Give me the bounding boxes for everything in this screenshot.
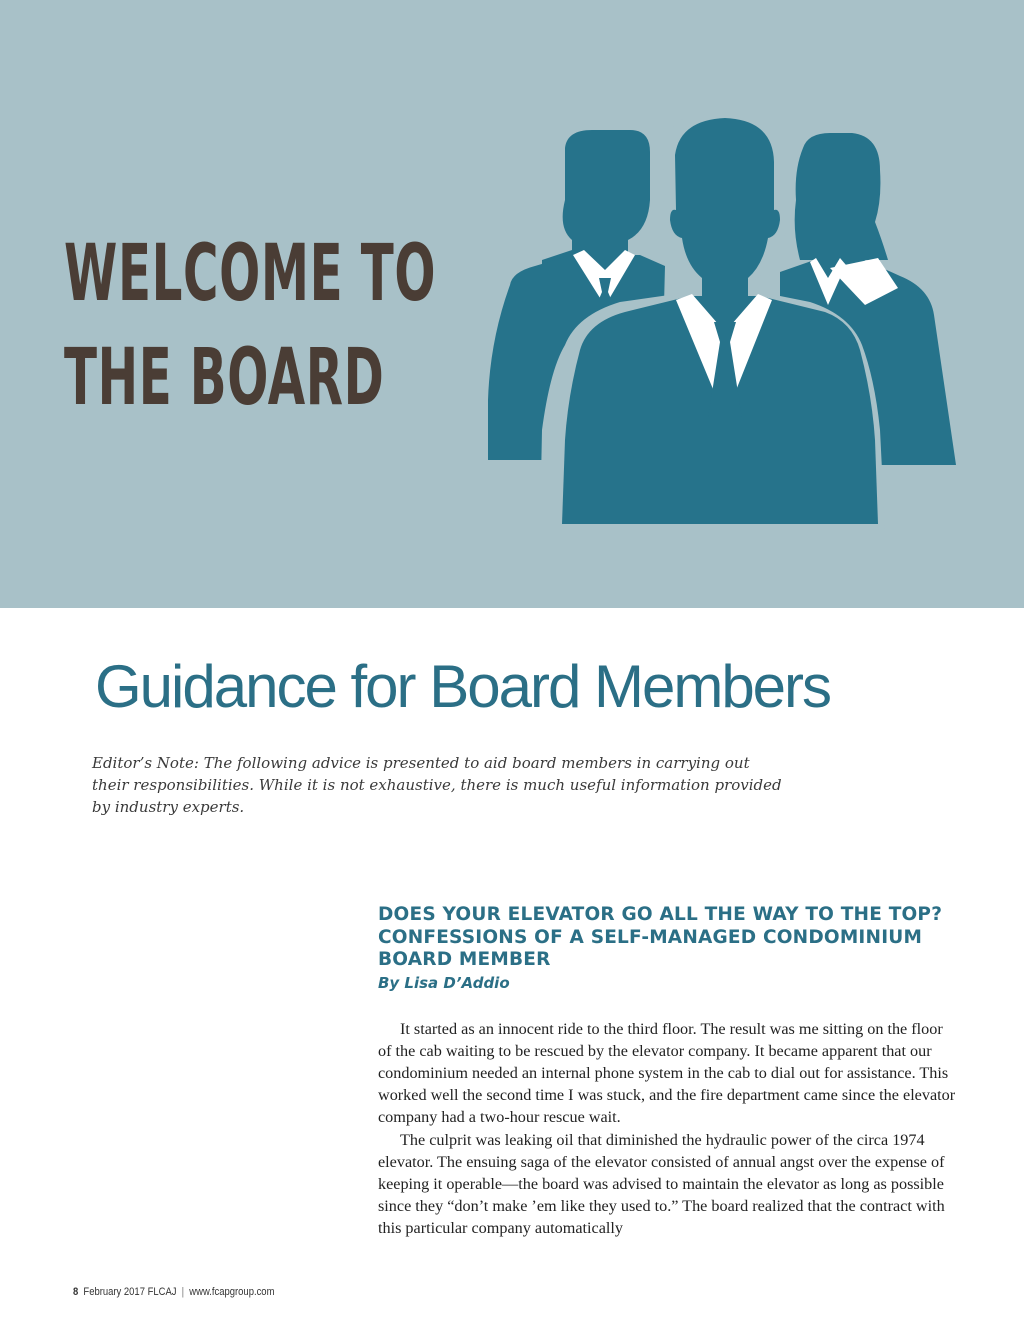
- hero-banner: [0, 0, 1024, 608]
- footer-website: www.fcapgroup.com: [189, 1286, 275, 1298]
- article-body: [378, 1018, 958, 1240]
- article-title-line-2: CONFESSIONS OF A SELF-MANAGED CONDOMINIUM: [378, 926, 923, 948]
- hero-title-line-2: THE BOARD: [64, 333, 385, 423]
- hero-title-line-1: WELCOME TO: [64, 229, 437, 319]
- page-number: 8: [73, 1286, 79, 1298]
- footer-separator: |: [181, 1286, 185, 1298]
- article: [378, 904, 958, 1240]
- article-paragraph-2: The culprit was leaking oil that diminished the hydraulic power of the circa 1974 elevator. The ensuing saga of the elevator consisted of annual angst over the expense of keeping it operable—the board was advised to maintain the elevator as long as possible since they “don’t make ’em like they used to.” The board realized that the contract with this particular company automatically: [378, 1130, 945, 1238]
- business-team-icon: [480, 100, 970, 530]
- editor-note: Editor’s Note: The following advice is presented to aid board members in carrying out their responsibilities. While it is not exhaustive, there is much useful information provided by industry experts.: [92, 754, 782, 816]
- article-title-line-3: BOARD MEMBER: [378, 949, 551, 970]
- page-footer: [73, 1286, 274, 1298]
- article-title-line-1: DOES YOUR ELEVATOR GO ALL THE WAY TO THE TOP?: [378, 904, 943, 925]
- hero-title: [64, 222, 436, 430]
- article-byline: By Lisa D’Addio: [378, 973, 510, 992]
- article-paragraph-1: It started as an innocent ride to the third floor. The result was me sitting on the floor of the cab waiting to be rescued by the elevator company. It became apparent that our condominium needed an internal phone system in the cab to dial out for assistance. This worked well the second time I was stuck, and the fire department came since the elevator company had a two-hour rescue wait.: [378, 1019, 956, 1127]
- article-title: [378, 904, 958, 972]
- page-title: Guidance for Board Members: [95, 653, 831, 720]
- footer-issue: February 2017 FLCAJ: [83, 1286, 177, 1298]
